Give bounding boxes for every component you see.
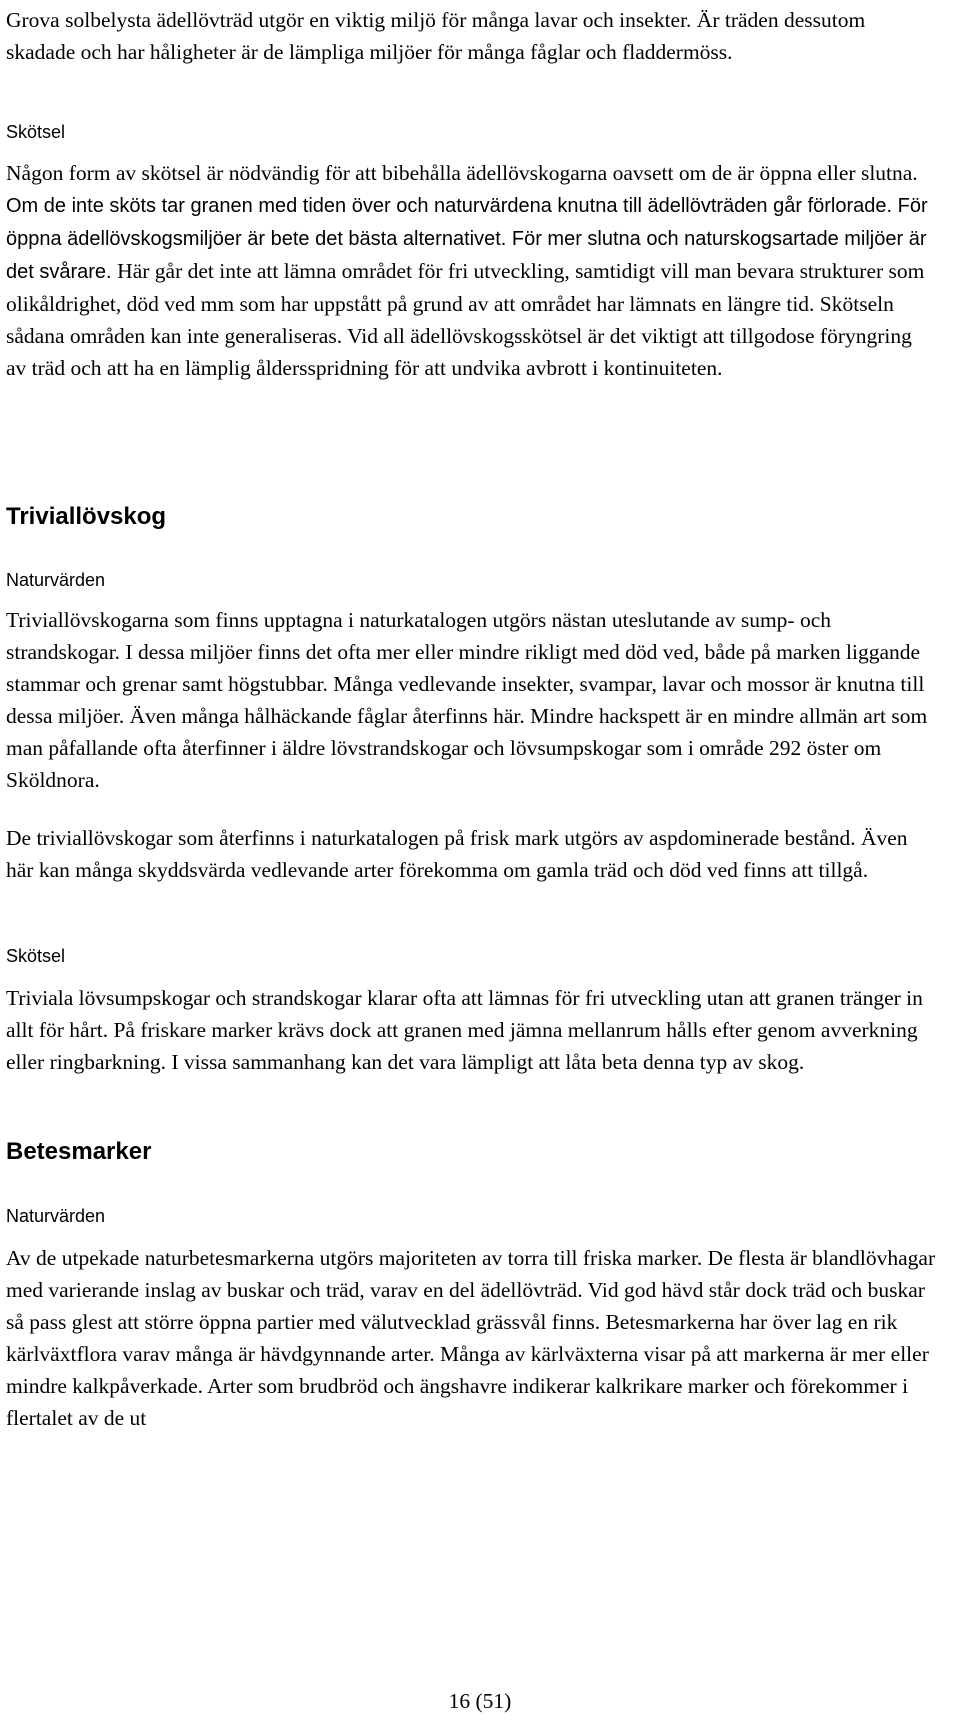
page-number: 16 (51) bbox=[448, 1689, 512, 1713]
betesmarker-paragraph: Av de utpekade naturbetesmarkerna utgörs majoriteten av torra till friska marker. De flesta är blandlövhagar med varierande inslag av buskar och träd, varav en del ädellövträd. Vid god hävd står dock träd och buskar så pass glest att större öppna partier med välutvecklad grässvål finns. Betesmarkerna har över lag en rik kärlväxtflora varav många är hävdgynnande arter. Många av kärlväxterna visar på att markerna är mer eller mindre kalkpåverkade. Arter som brudbröd och ängshavre indikerar kalkrikare marker och förekommer i flertalet av de ut bbox=[6, 1246, 936, 1430]
naturvarden-subheading: Naturvärden bbox=[6, 570, 106, 590]
skotsel-text-sans: Om de inte sköts tar granen med tiden över och naturvärdena knutna till ädellövträden går förlorade. För öppna ädellövskogsmiljöer är bete det bästa alternativet. För mer slutna och naturskogsartade miljöer är det svårare. bbox=[6, 195, 928, 283]
skotsel-paragraph bbox=[6, 157, 936, 384]
intro-paragraph: Grova solbelysta ädellövträd utgör en viktig miljö för många lavar och insekter. Är träden dessutom skadade och har håligheter är de lämpliga miljöer för många fåglar och fladdermöss. bbox=[6, 8, 866, 64]
triviallovskog-paragraph-1: Triviallövskogarna som finns upptagna i naturkatalogen utgörs nästan uteslutande av sump- och strandskogar. I dessa miljöer finns det ofta mer eller mindre rikligt med död ved, både på marken liggande stammar och grenar samt högstubbar. Många vedlevande insekter, svampar, lavar och mossor är knutna till dessa miljöer. Även många hålhäckande fåglar återfinns här. Mindre hackspett är en mindre allmän art som man påfallande ofta återfinner i äldre lövstrandskogar och lövsumpskogar som i område 292 öster om Sköldnora. bbox=[6, 608, 928, 792]
skotsel-text-serif-b: Här går det inte att lämna området för fri utveckling, samtidigt vill man bevara strukturer som olikåldrighet, död ved mm som har uppstått på grund av att området har lämnats en längre tid. Skötseln sådana områden kan inte generaliseras. Vid all ädellövskogsskötsel är det viktigt att tillgodose föryngring av träd och att ha en lämplig åldersspridning för att undvika avbrott i kontinuiteten. bbox=[6, 259, 925, 380]
skotsel-subheading: Skötsel bbox=[6, 122, 66, 142]
skotsel-subheading-2: Skötsel bbox=[6, 946, 66, 966]
section-heading-betesmarker: Betesmarker bbox=[6, 1138, 152, 1165]
skotsel-text-serif-a: Någon form av skötsel är nödvändig för att bibehålla ädellövskogarna oavsett om de är öppna eller slutna. bbox=[6, 161, 918, 185]
skotsel-paragraph-2: Triviala lövsumpskogar och strandskogar klarar ofta att lämnas för fri utveckling utan att granen tränger in allt för hårt. På friskare marker krävs dock att granen med jämna mellanrum hålls efter genom avverkning eller ringbarkning. I vissa sammanhang kan det vara lämpligt att låta beta denna typ av skog. bbox=[6, 986, 923, 1074]
triviallovskog-paragraph-2: De triviallövskogar som återfinns i naturkatalogen på frisk mark utgörs av aspdominerade bestånd. Även här kan många skyddsvärda vedlevande arter förekomma om gamla träd och död ved finns att tillgå. bbox=[6, 826, 908, 882]
section-heading-triviallovskog: Triviallövskog bbox=[6, 503, 167, 530]
naturvarden-subheading-2: Naturvärden bbox=[6, 1206, 106, 1226]
